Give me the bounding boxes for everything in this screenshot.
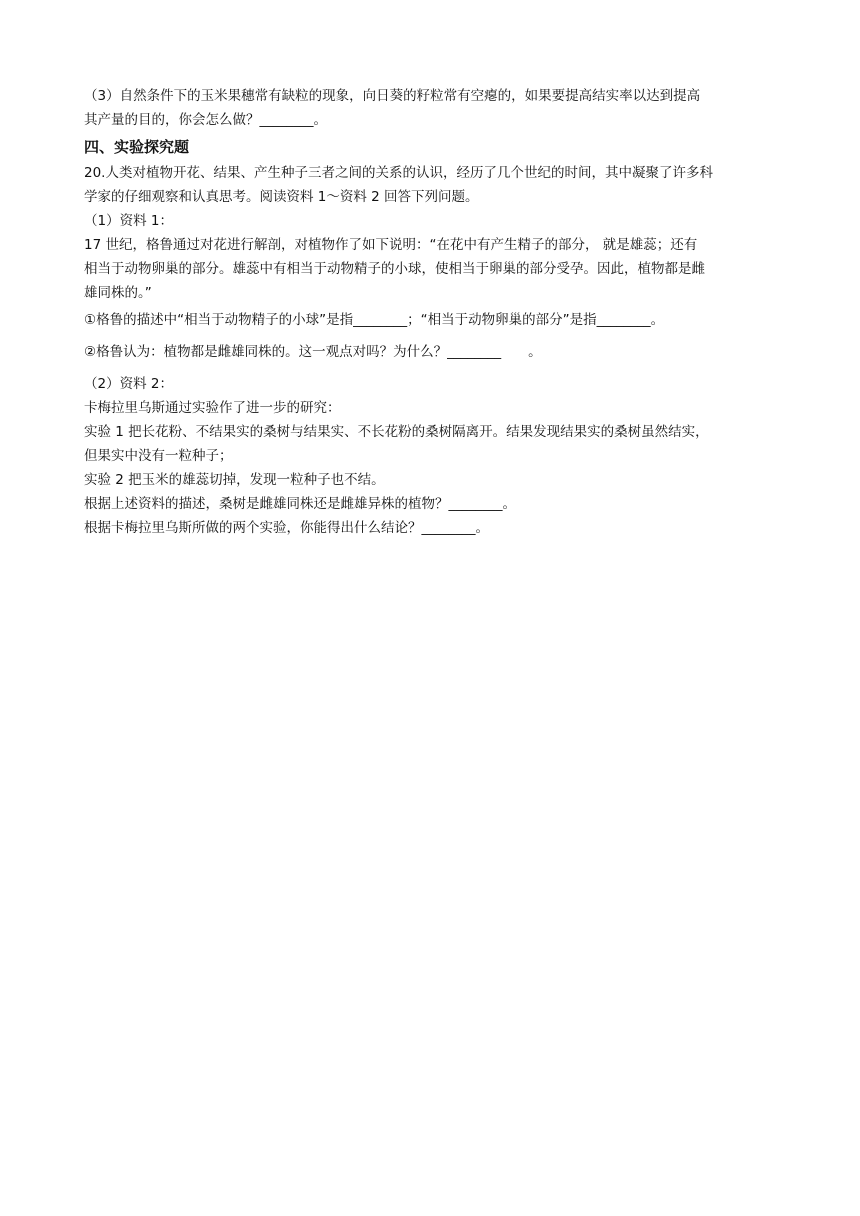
material1-line1: 17 世纪，格鲁通过对花进行解剖，对植物作了如下说明：“在花中有产生精子的部分， 就是雄蕊；还有 [84,237,698,253]
question-2: ②格鲁认为：植物都是雌雄同株的。这一观点对吗？为什么？________ 。 [84,344,542,360]
question-4: 根据卡梅拉里乌斯所做的两个实验，你能得出什么结论？________。 [84,520,489,536]
material1-line3: 雄同株的。” [84,285,152,301]
experiment1-line1: 实验 1 把长花粉、不结果实的桑树与结果实、不长花粉的桑树隔离开。结果发现结果实的桑树虽然结实， [84,424,709,440]
q20-intro-line1: 20.人类对植物开花、结果、产生种子三者之间的关系的认识，经历了几个世纪的时间，其中凝聚了许多科 [84,165,713,181]
q19-part3-line2: 其产量的目的，你会怎么做？________。 [84,112,327,128]
question-3: 根据上述资料的描述，桑树是雌雄同株还是雌雄异株的植物？________。 [84,496,516,512]
question-1: ①格鲁的描述中“相当于动物精子的小球”是指________；“相当于动物卵巢的部分”是指________。 [84,312,665,328]
document-page [84,84,784,540]
section-title: 四、实验探究题 [84,138,190,156]
material1-label: （1）资料 1： [84,213,173,229]
material1-line2: 相当于动物卵巢的部分。雄蕊中有相当于动物精子的小球，使相当于卵巢的部分受孕。因此，植物都是雌 [84,261,705,277]
material2-line1: 卡梅拉里乌斯通过实验作了进一步的研究： [84,400,341,416]
experiment1-line2: 但果实中没有一粒种子； [84,448,233,464]
q19-part3-line1: （3）自然条件下的玉米果穗常有缺粒的现象，向日葵的籽粒常有空瘪的，如果要提高结实率以达到提高 [84,88,701,104]
q20-intro-line2: 学家的仔细观察和认真思考。阅读资料 1～资料 2 回答下列问题。 [84,189,479,205]
material2-label: （2）资料 2： [84,376,173,392]
experiment2: 实验 2 把玉米的雄蕊切掉，发现一粒种子也不结。 [84,472,385,488]
